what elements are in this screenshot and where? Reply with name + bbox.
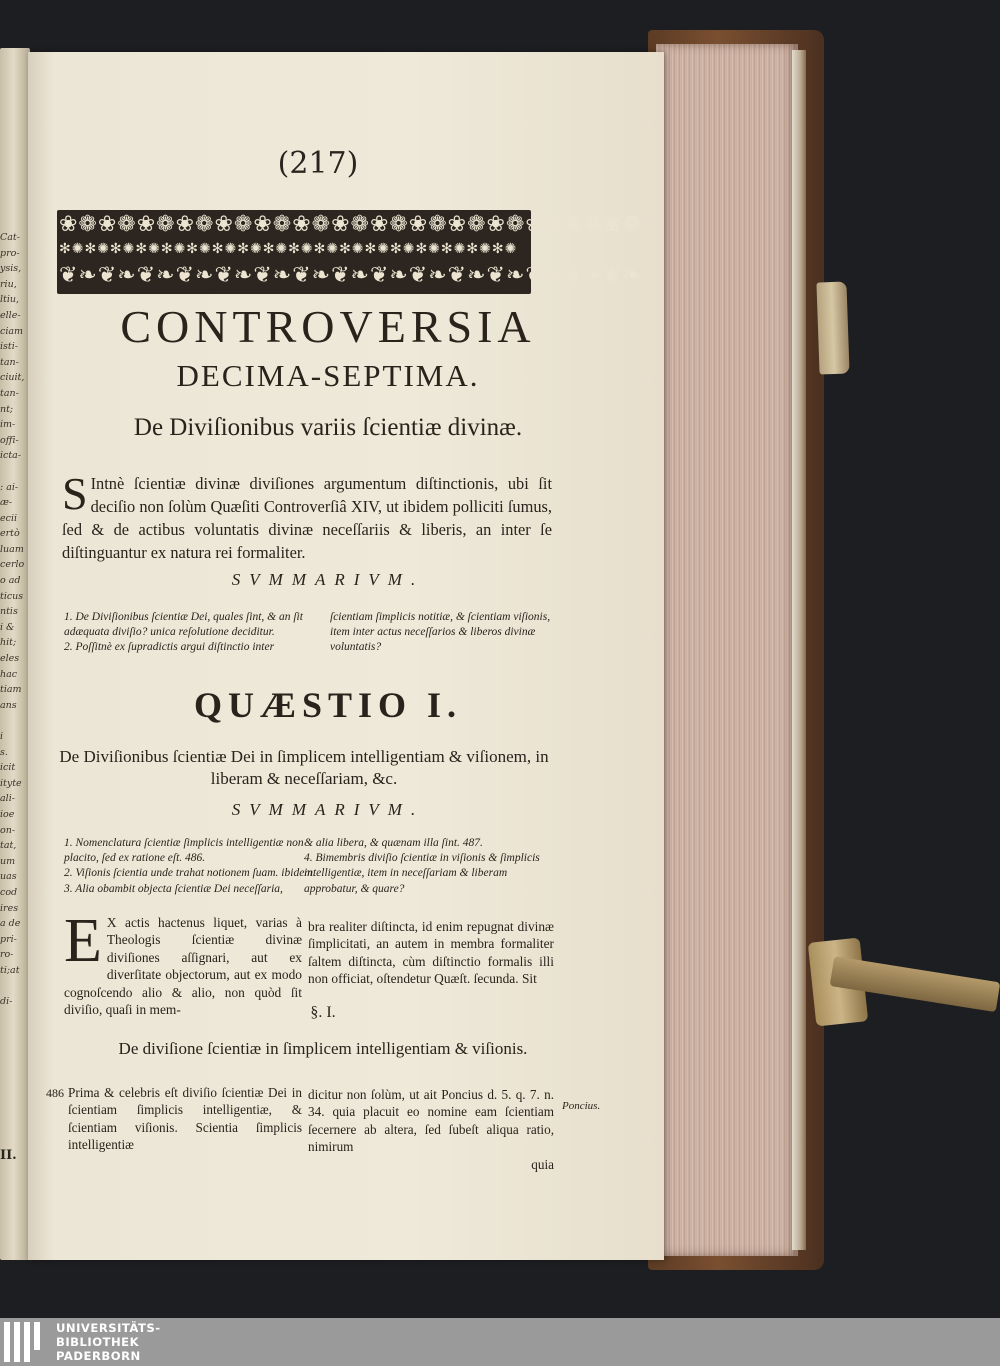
margin-fragment: cod xyxy=(0,886,18,898)
margin-fragment: ciam xyxy=(0,325,24,337)
body-column-left xyxy=(64,907,302,1018)
margin-fragment: i xyxy=(0,731,4,742)
margin-fragment: uas xyxy=(0,871,17,883)
margin-fragment: ti;at xyxy=(0,964,20,976)
intro-text: Intnè ſcientiæ divinæ diviſiones argumentum diſtinctionis, ubi ſit deciſio non ſolùm Quæſiti Controverſiâ XIV, ut ibidem polliciti ſumus, ſed & de actibus voluntatis divinæ neceſſariis & liberis, an inter ſe diſtinguantur ex natura rei formaliter. xyxy=(62,474,552,562)
margin-fragment: tat, xyxy=(0,840,17,852)
margin-fragment: icta- xyxy=(0,450,22,462)
margin-fragment: riu, xyxy=(0,278,17,290)
margin-fragment: ioe xyxy=(0,808,15,820)
library-name-line: BIBLIOTHEK xyxy=(56,1335,140,1349)
margin-fragment: tan- xyxy=(0,356,19,368)
margin-fragment: ires xyxy=(0,902,19,914)
margin-fragment: ityte xyxy=(0,777,22,789)
margin-fragment: hac xyxy=(0,668,18,680)
margin-fragment: pri- xyxy=(0,933,17,945)
margin-fragment: luam xyxy=(0,543,24,555)
bookmark-tab xyxy=(816,282,849,375)
summary-item: 4. Bimembris diviſio ſcientiæ in viſionis & ſimplicis intelligentiæ, item in neceſſariam & liberam approbatur, & quare? xyxy=(304,852,540,895)
ornament-row: ❦❧❦❧❦❧❦❧❦❧❦❧❦❧❦❧❦❧❦❧❦❧❦❧❦❧❦❧❦❧ xyxy=(59,263,643,288)
margin-fragment: eles xyxy=(0,653,20,665)
margin-fragment: offi- xyxy=(0,434,19,446)
summary-item: ſcientiam ſimplicis notitiæ, & ſcientiam viſionis, item inter actus neceſſarios & liberos divinæ voluntatis? xyxy=(330,611,551,654)
margin-fragment: um xyxy=(0,855,16,867)
page-stack xyxy=(656,44,798,1256)
margin-fragment: nt; xyxy=(0,403,14,415)
summary-item: 2. Viſionis ſcientia unde trahat notionem ſuam. ibidem. xyxy=(64,867,316,880)
margin-fragment: o ad xyxy=(0,575,21,587)
margin-fragment: ans xyxy=(0,699,17,711)
book-page xyxy=(28,52,664,1260)
margin-fragment: i & xyxy=(0,621,15,633)
margin-fragment: ecii xyxy=(0,512,18,524)
body-text: bra realiter diſtincta, id enim repugnat divinæ ſimplicitati, an autem in membra formaliter ſaltem diſtincta, cùm diſtinctio formalis illi non officiat, oſtendetur Quæſt. ſecunda. Sit xyxy=(308,919,554,987)
library-name-line: UNIVERSITÄTS- xyxy=(56,1321,161,1335)
summarium-heading: SVMMARIVM. xyxy=(231,570,425,589)
quaestio-subtitle: De Diviſionibus ſcientiæ Dei in ſimplicem intelligentiam & viſionem, in liberam & neceſſariam, &c. xyxy=(59,747,549,788)
section-title: De diviſione ſcientiæ in ſimplicem intelligentiam & viſionis. xyxy=(118,1039,528,1058)
library-name xyxy=(56,1321,161,1363)
margin-fragment: icit xyxy=(0,762,16,774)
margin-fragment: a de xyxy=(0,918,21,930)
margin-fragment: : ai- xyxy=(0,481,19,493)
chapter-title-line2: DECIMA-SEPTIMA. xyxy=(176,358,480,393)
final-column-right xyxy=(308,1086,554,1173)
margin-fragment: hit; xyxy=(0,637,17,649)
body-text: X actis hactenus liquet, varias à Theologis ſcientiæ divinæ diviſiones aſſignari, aut ex diverſitate objectorum, aut ex modo cognoſcendo alio & alio, non quòd ſit diviſio, quaſi in mem- xyxy=(64,915,302,1018)
margin-fragment: tiam xyxy=(0,684,22,696)
margin-fragment: ro- xyxy=(0,949,14,961)
final-column-left: Prima & celebris eſt diviſio ſcientiæ Dei in ſcientiam ſimplicis intelligentiæ, & ſcientiam viſionis. Scientia ſimplicis intelligentiæ xyxy=(68,1085,302,1153)
summarium-right-column xyxy=(330,610,552,656)
margin-fragment: Cat- xyxy=(0,232,20,243)
margin-number: 486 xyxy=(46,1086,64,1100)
margin-fragment: isti- xyxy=(0,341,18,353)
summary-item: 2. Poſſitnè ex ſupradictis argui diſtinctio inter xyxy=(64,641,275,654)
summarium-right-column xyxy=(304,836,554,897)
library-name-line: PADERBORN xyxy=(56,1349,141,1363)
margin-fragment: ltiu, xyxy=(0,294,20,306)
ornament-row: ✻✺✻✺✻✺✻✺✻✺✻✺✻✺✻✺✻✺✻✺✻✺✻✺✻✺✻✺✻✺✻✺✻✺✻✺ xyxy=(59,241,518,257)
library-footer xyxy=(0,1318,1000,1366)
chapter-subtitle: De Diviſionibus variis ſcientiæ divinæ. xyxy=(133,414,523,441)
margin-fragment: ysis, xyxy=(0,263,22,275)
page-number: (217) xyxy=(277,146,359,181)
margin-note: Poncius. xyxy=(562,1100,601,1112)
previous-page-edge xyxy=(0,48,30,1260)
summary-item: 3. Alia obambit objecta ſcientiæ Dei neceſſaria, xyxy=(64,882,283,895)
margin-fragment xyxy=(0,979,28,995)
margin-fragment: ertò xyxy=(0,528,20,540)
margin-fragment: ntis xyxy=(0,606,18,618)
margin-fragment: im- xyxy=(0,419,16,431)
body-column-right xyxy=(308,918,554,988)
margin-fragment: ticus xyxy=(0,590,24,602)
ornament-band xyxy=(57,210,643,294)
summary-item: 1. Nomenclatura ſcientiæ ſimplicis intelligentiæ non placito, ſed ex ratione eſt. 486. xyxy=(64,837,304,865)
body-text: dicitur non ſolùm, ut ait Poncius d. 5. q. 7. n. 34. quia placuit eo nomine eam ſcientiam ſecernere ab altera, ſed ſubeſt aliqua ratio, nimirum xyxy=(308,1087,554,1155)
summarium-heading: SVMMARIVM. xyxy=(231,800,425,819)
margin-fragment: on- xyxy=(0,824,16,836)
intro-paragraph xyxy=(62,468,552,564)
library-logo-icon xyxy=(2,1322,46,1362)
drop-cap: E xyxy=(64,907,102,975)
margin-fragment: tan- xyxy=(0,387,19,399)
section-mark: §. I. xyxy=(310,1004,336,1021)
fore-edge xyxy=(792,50,806,1250)
margin-fragment xyxy=(0,713,28,729)
summary-item: 1. De Diviſionibus ſcientiæ Dei, quales ſint, & an ſit adæquata diviſio? unica reſolutione deciditur. xyxy=(64,611,303,639)
margin-fragment: ali- xyxy=(0,793,15,805)
summarium-left-column xyxy=(64,610,318,656)
previous-page-mark: II. xyxy=(0,1148,17,1163)
margin-fragment: elle- xyxy=(0,309,21,321)
quaestio-title: QUÆSTIO I. xyxy=(193,685,463,725)
margin-fragment: s. xyxy=(0,746,8,758)
chapter-title: CONTROVERSIA xyxy=(120,301,536,352)
summarium-left-column xyxy=(64,836,318,897)
summary-item: & alia libera, & quænam illa ſint. 487. xyxy=(304,837,483,849)
catchword: quia xyxy=(531,1156,554,1172)
margin-fragment: ciuit, xyxy=(0,372,25,384)
margin-fragment: æ- xyxy=(0,497,13,509)
margin-fragment: di- xyxy=(0,996,13,1008)
previous-page-margin-notes xyxy=(0,230,28,1010)
margin-fragment: cerlo xyxy=(0,559,25,571)
margin-fragment xyxy=(0,464,28,480)
ornament-row: ❀❁❀❁❀❁❀❁❀❁❀❁❀❁❀❁❀❁❀❁❀❁❀❁❀❁❀❁❀❁ xyxy=(59,212,643,237)
margin-fragment: pro- xyxy=(0,247,20,259)
drop-cap: S xyxy=(62,468,88,519)
